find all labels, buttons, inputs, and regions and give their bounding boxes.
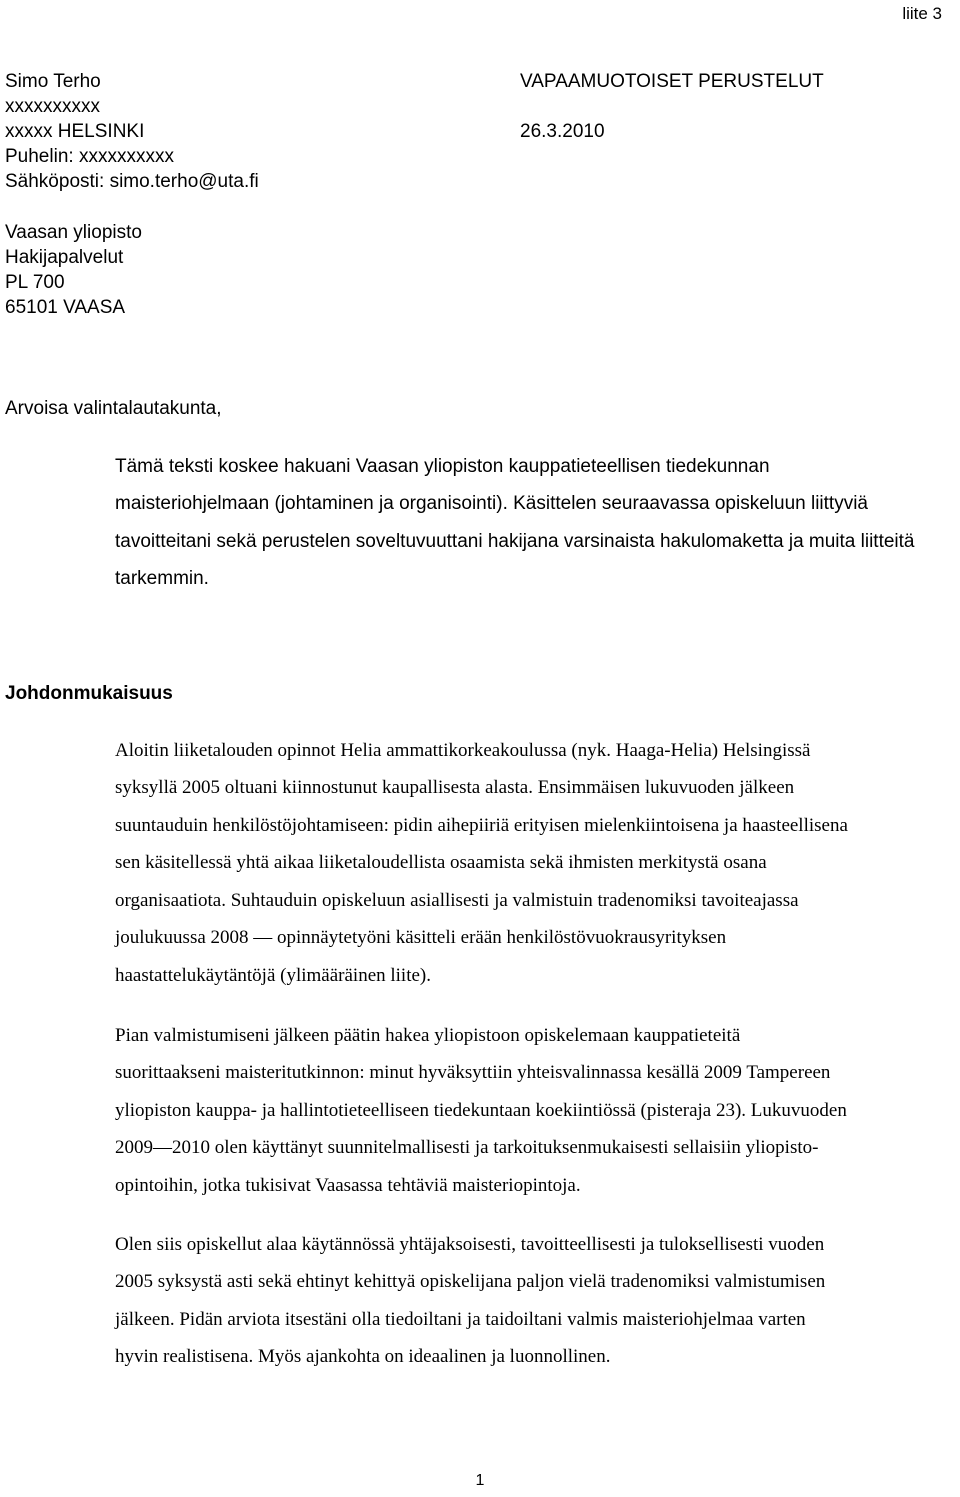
paragraph-line: sen käsitellessä yhtä aikaa liiketaloudellista osaamista sekä ihmisten merkitystä osana (115, 852, 767, 873)
paragraph-line: suorittaakseni maisteritutkinnon: minut hyväksyttiin yhteisvalinnassa kesällä 2009 Tampereen (115, 1062, 831, 1083)
paragraph-line: suuntauduin henkilöstöjohtamiseen: pidin aihepiiriä erityisen mielenkiintoisena ja haasteellisena (115, 815, 848, 836)
paragraph-line: syksyllä 2005 oltuani kiinnostunut kaupallisesta alasta. Ensimmäisen lukuvuoden jälkeen (115, 777, 795, 798)
paragraph-line: 2009—2010 olen käyttänyt suunnitelmallisesti ja tarkoituksenmukaisesti sellaisiin yliopisto- (115, 1137, 819, 1158)
sender-city: xxxxx HELSINKI (5, 121, 145, 142)
section-heading: Johdonmukaisuus (5, 683, 173, 704)
paragraph-line: hyvin realistisena. Myös ajankohta on ideaalinen ja luonnollinen. (115, 1346, 611, 1367)
paragraph-line: opintoihin, jotka tukisivat Vaasassa tehtäviä maisteriopintoja. (115, 1175, 581, 1196)
intro-line: tarkemmin. (115, 568, 209, 589)
attachment-label: liite 3 (902, 4, 942, 23)
intro-line: Tämä teksti koskee hakuani Vaasan yliopiston kauppatieteellisen tiedekunnan (115, 456, 770, 477)
salutation: Arvoisa valintalautakunta, (5, 398, 222, 419)
recipient-line-4: 65101 VAASA (5, 297, 126, 318)
paragraph-line: Aloitin liiketalouden opinnot Helia ammattikorkeakoulussa (nyk. Haaga-Helia) Helsingissä (115, 740, 811, 761)
recipient-line-1: Vaasan yliopisto (5, 222, 142, 243)
sender-phone: Puhelin: xxxxxxxxxx (5, 146, 174, 167)
paragraph-line: joulukuussa 2008 — opinnäytetyöni käsitteli erään henkilöstövuokrausyrityksen (115, 927, 727, 948)
sender-email: Sähköposti: simo.terho@uta.fi (5, 171, 259, 192)
sender-name: Simo Terho (5, 71, 101, 92)
page-number: 1 (475, 1472, 485, 1489)
document-title: VAPAAMUOTOISET PERUSTELUT (520, 71, 824, 92)
intro-line: tavoitteitani sekä perustelen soveltuvuuttani hakijana varsinaista hakulomaketta ja muita liitteitä (115, 531, 915, 552)
paragraph-line: Pian valmistumiseni jälkeen päätin hakea yliopistoon opiskelemaan kauppatieteitä (115, 1025, 741, 1046)
document-date: 26.3.2010 (520, 121, 605, 142)
paragraph-line: yliopiston kauppa- ja hallintotieteelliseen tiedekuntaan koekiintiössä (pisteraja 23). Lukuvuoden (115, 1100, 847, 1121)
sender-street: xxxxxxxxxx (5, 96, 100, 117)
paragraph-line: haastattelukäytäntöjä (ylimääräinen liite). (115, 965, 432, 986)
paragraph-line: Olen siis opiskellut alaa käytännössä yhtäjaksoisesti, tavoitteellisesti ja tuloksellisesti vuoden (115, 1234, 825, 1255)
intro-line: maisteriohjelmaan (johtaminen ja organisointi). Käsittelen seuraavassa opiskeluun liittyviä (115, 493, 868, 514)
paragraph-line: organisaatiota. Suhtauduin opiskeluun asiallisesti ja valmistuin tradenomiksi tavoiteajassa (115, 890, 799, 911)
paragraph-line: jälkeen. Pidän arviota itsestäni olla tiedoiltani ja taidoiltani valmis maisteriohjelmaa varten (115, 1309, 806, 1330)
recipient-line-2: Hakijapalvelut (5, 247, 124, 268)
paragraph-line: 2005 syksystä asti sekä ehtinyt kehittyä opiskelijana paljon vielä tradenomiksi valmistumisen (115, 1271, 826, 1292)
recipient-line-3: PL 700 (5, 272, 65, 293)
